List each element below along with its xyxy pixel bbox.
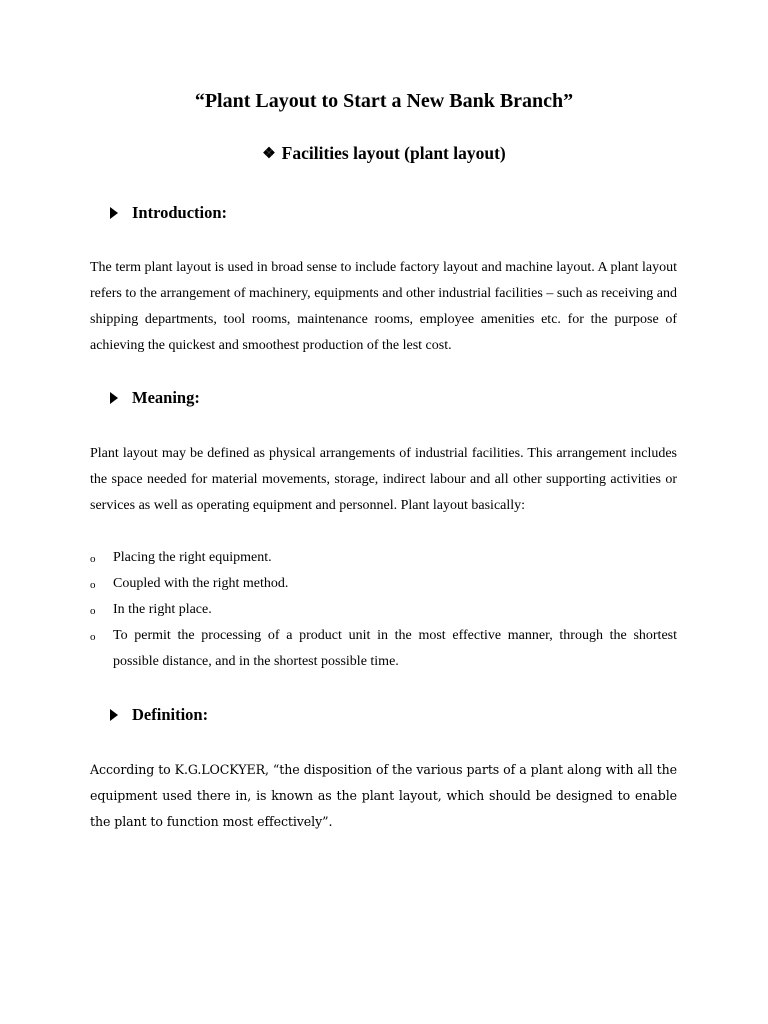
section-heading-label: Definition: [132,705,209,724]
meaning-bullet-list [90,545,677,675]
list-item [90,623,677,675]
list-item-text: Coupled with the right method. [113,576,289,591]
circle-bullet-icon: o [90,579,96,591]
document-title: “Plant Layout to Start a New Bank Branch” [194,90,574,112]
circle-bullet-icon: o [90,553,96,565]
circle-bullet-icon: o [90,605,96,617]
list-item-text: To permit the processing of a product unit in the most effective manner, through the shortest possible distance, and in the shortest possible time. [113,628,677,669]
arrow-bullet-icon [110,709,118,721]
arrow-bullet-icon [110,207,118,219]
section-heading-label: Introduction: [132,203,228,222]
meaning-paragraph: Plant layout may be defined as physical arrangements of industrial facilities. This arrangement includes the space needed for material movements, storage, indirect labour and all other supporting activities or services as well as operating equipment and personnel. Plant layout basically: [90,446,677,513]
list-item [90,545,677,571]
list-item [90,571,677,597]
document-subtitle [0,143,768,164]
definition-paragraph: According to K.G.LOCKYER, “the disposition of the various parts of a plant along with all the equipment used there in, is known as the plant layout, which should be designed to enable the plant to function most effectively”. [90,762,677,829]
subtitle-text: Facilities layout (plant layout) [281,143,506,163]
diamond-bullet-icon: ❖ [262,146,276,162]
introduction-paragraph: The term plant layout is used in broad sense to include factory layout and machine layout. A plant layout refers to the arrangement of machinery, equipments and other industrial facilities – such as receiving and shipping departments, tool rooms, maintenance rooms, employee amenities etc. for the purpose of achieving the quickest and smoothest production of the lest cost. [90,260,677,353]
list-item [90,597,677,623]
list-item-text: In the right place. [113,602,212,617]
circle-bullet-icon: o [90,631,96,643]
section-heading-introduction [110,203,227,223]
section-heading-definition [110,705,208,725]
arrow-bullet-icon [110,392,118,404]
list-item-text: Placing the right equipment. [113,550,272,565]
section-heading-label: Meaning: [132,388,200,407]
section-heading-meaning [110,388,200,408]
